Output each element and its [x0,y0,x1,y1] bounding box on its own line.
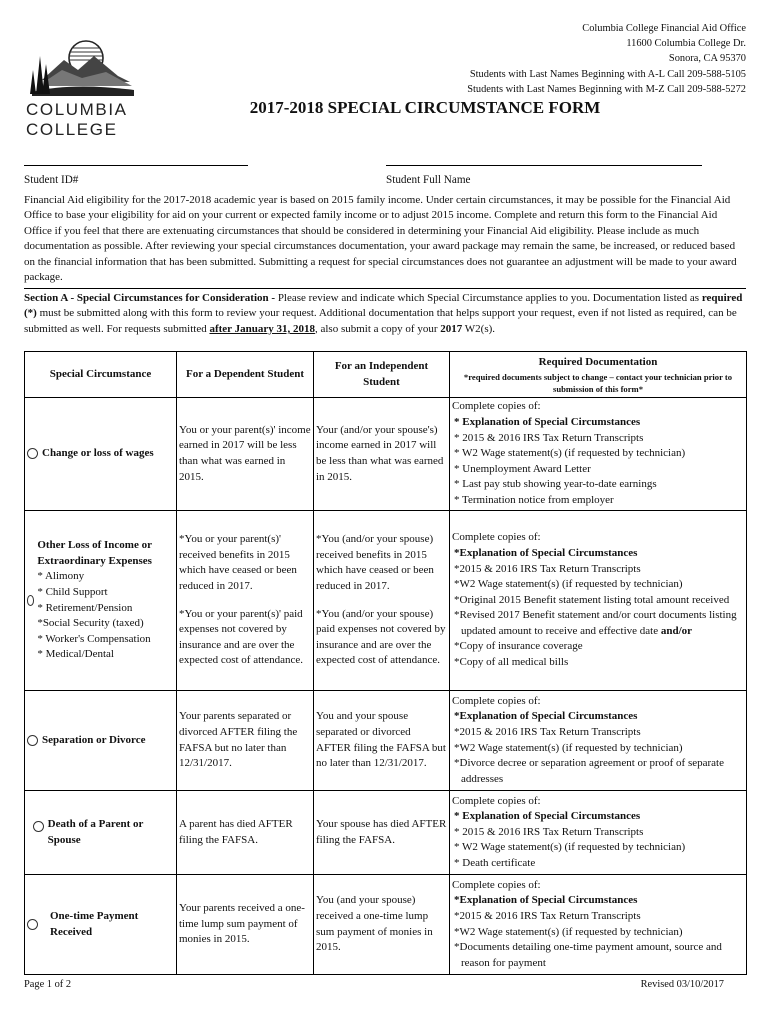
section-a-text-1: Please review and indicate which Special Circumstance applies to you. Documentation listed as [275,292,702,304]
docs-item [452,608,744,639]
docs-head: Complete copies of: [452,794,541,807]
list-item: * Alimony [37,570,85,583]
docs-item: *W2 Wage statement(s) (if requested by technician) [454,925,683,938]
docs-head: Complete copies of: [452,531,541,544]
table-row [25,791,747,875]
circumstance-cell [25,398,177,511]
table-row [25,511,747,691]
docs-item: *W2 Wage statement(s) (if requested by technician) [454,741,683,754]
office-name: Columbia College Financial Aid Office [582,23,746,34]
header-required-label: Required Documentation [538,356,658,369]
docs-head: Complete copies of: [452,400,541,413]
docs-item: *Documents detailing one-time payment amount, source and reason for payment [454,941,722,969]
table-row [25,691,747,791]
docs-item: *Divorce decree or separation agreement or proof of separate addresses [454,757,724,785]
radio-one-time-payment[interactable] [27,919,38,930]
docs-item: * Death certificate [454,856,536,869]
radio-death[interactable] [33,821,44,832]
table-row [25,398,747,511]
independent-benefits: *You (and/or your spouse) received benefits in 2015 which have ceased or been reduced in 2017. [316,533,434,592]
docs-item: * 2015 & 2016 IRS Tax Return Transcripts [454,431,644,444]
student-id-field[interactable] [24,165,248,166]
independent-cell: Your spouse has died AFTER filing the FAFSA. [314,791,450,875]
docs-item: *2015 & 2016 IRS Tax Return Transcripts [454,909,641,922]
docs-item: * W2 Wage statement(s) (if requested by technician) [454,447,686,460]
phone-a-l: Students with Last Names Beginning with A-L Call 209-588-5105 [469,68,746,80]
section-a-text-2: must be submitted along with this form to review your request. Additional documentation that helps support your request, even if not listed as required, can be submitted as well. For requests submitted [24,307,737,335]
docs-head: Complete copies of: [452,694,541,707]
student-name-field[interactable] [386,165,702,166]
revision-date: Revised 03/10/2017 [640,979,724,990]
docs-item: *Copy of all medical bills [454,656,569,669]
docs-item: * Last pay stub showing year-to-date earnings [454,478,657,491]
docs-item-text: *Revised 2017 Benefit statement and/or court documents listing updated amount to receive and effective date [454,609,737,637]
required-marker: required (*) [24,292,743,320]
docs-explanation: *Explanation of Special Circumstances [454,894,638,907]
radio-other-loss[interactable] [27,595,34,606]
radio-separation[interactable] [27,735,38,746]
office-address [467,21,746,97]
docs-item: * 2015 & 2016 IRS Tax Return Transcripts [454,825,644,838]
dependent-cell: Your parents received a one-time lump sum payment of monies in 2015. [177,875,314,975]
independent-cell: You (and your spouse) received a one-time lump sum payment of monies in 2015. [314,875,450,975]
college-logo [22,36,140,140]
docs-cell [450,791,747,875]
docs-item: * W2 Wage statement(s) (if requested by technician) [454,841,686,854]
docs-explanation: *Explanation of Special Circumstances [454,710,638,723]
circumstance-name: Separation or Divorce [42,733,146,746]
office-street: 11600 Columbia College Dr. [626,38,746,50]
docs-cell [450,511,747,691]
docs-explanation: *Explanation of Special Circumstances [454,546,638,559]
section-a-text-3: , also submit a copy of your [314,322,441,335]
list-item: * Retirement/Pension [37,601,133,614]
table-header-row [25,352,747,398]
docs-cell [450,691,747,791]
circumstance-name: Change or loss of wages [42,447,154,460]
circumstance-name: Death of a Parent or Spouse [47,817,144,846]
list-item: * Worker's Compensation [37,632,151,645]
dependent-cell: Your parents separated or divorced AFTER filing the FAFSA but no later than 12/31/2017. [177,691,314,791]
header-required [450,352,747,398]
docs-explanation: * Explanation of Special Circumstances [454,810,641,823]
docs-item: * Termination notice from employer [454,493,614,506]
section-a-instructions [24,288,746,337]
independent-cell [314,511,450,691]
docs-cell [450,398,747,511]
mountain-logo-icon [22,36,140,100]
logo-text-college: COLLEGE [26,120,118,139]
header-required-note: *required documents subject to change – contact your technician prior to submission of this form* [463,371,733,394]
intro-paragraph: Financial Aid eligibility for the 2017-2018 academic year is based on 2015 family income. Under certain circumstances, it may be possible for the Financial Aid Office to base your eligibility for aid on your current or expected family income or to adjust 2015 income. Complete and return this form to the Financial Aid Office if you feel that there are extenuating circumstances that should be considered in determining your Financial Aid eligibility. Please include as much documentation as possible. After reviewing your special circumstances documentation, your award package may remain the same, be increased, or reduced based on the financial information that has been submitted. Submitting a request for special circumstances does not guarantee an adjustment will be made to your award package. [24,194,737,284]
radio-change-of-wages[interactable] [27,448,38,459]
docs-head: Complete copies of: [452,878,541,891]
dependent-cell: You or your parent(s)' income earned in 2017 will be less than what was earned in 2015. [177,398,314,511]
header-independent: For an Independent Student [314,352,450,398]
docs-item: *Original 2015 Benefit statement listing total amount received [454,593,730,606]
independent-cell: You and your spouse separated or divorced AFTER filing the FAFSA but no later than 12/31/2017. [314,691,450,791]
docs-andor: and/or [660,624,693,637]
dependent-cell: A parent has died AFTER filing the FAFSA. [177,791,314,875]
circumstance-name: Other Loss of Income or Extraordinary Expenses [37,539,152,567]
docs-item: * Unemployment Award Letter [454,462,591,475]
dependent-cell [177,511,314,691]
circumstance-name: One-time Payment Received [50,909,139,938]
docs-item: *2015 & 2016 IRS Tax Return Transcripts [454,562,641,575]
list-item: * Medical/Dental [37,648,114,661]
header-circumstance: Special Circumstance [25,352,177,398]
docs-explanation: * Explanation of Special Circumstances [454,416,641,429]
docs-cell [450,875,747,975]
section-a-heading: Section A - Special Circumstances for Consideration - [24,292,276,304]
dependent-benefits: *You or your parent(s)' received benefits in 2015 which have ceased or been reduced in 2017. [179,533,297,592]
phone-m-z: Students with Last Names Beginning with M-Z Call 209-588-5272 [467,83,746,95]
special-circumstance-table [24,351,747,975]
section-a-text-4: W2(s). [462,322,496,335]
circumstance-cell [25,875,177,975]
form-title: 2017-2018 SPECIAL CIRCUMSTANCE FORM [249,98,601,117]
circumstance-cell [25,791,177,875]
circumstance-cell [25,511,177,691]
page-number: Page 1 of 2 [24,979,72,990]
student-name-label: Student Full Name [386,174,471,186]
list-item: * Child Support [37,585,108,598]
deadline: after January 31, 2018 [209,322,315,335]
logo-text-columbia: COLUMBIA [26,100,128,119]
table-row [25,875,747,975]
dependent-expenses: *You or your parent(s)' paid expenses not covered by insurance and are over the expected cost of attendance. [179,607,303,667]
header-dependent: For a Dependent Student [177,352,314,398]
subitem-list [37,569,174,663]
docs-item: *W2 Wage statement(s) (if requested by technician) [454,578,683,591]
office-city: Sonora, CA 95370 [668,53,746,65]
circumstance-cell [25,691,177,791]
w2-year: 2017 [440,322,463,335]
docs-item: *Copy of insurance coverage [454,640,583,653]
docs-item: *2015 & 2016 IRS Tax Return Transcripts [454,725,641,738]
independent-cell: Your (and/or your spouse's) income earned in 2017 will be less than what was earned in 2015. [314,398,450,511]
list-item: *Social Security (taxed) [37,617,144,630]
student-id-label: Student ID# [24,174,79,186]
independent-expenses: *You (and/or your spouse) paid expenses not covered by insurance and are over the expected cost of attendance. [316,607,446,667]
